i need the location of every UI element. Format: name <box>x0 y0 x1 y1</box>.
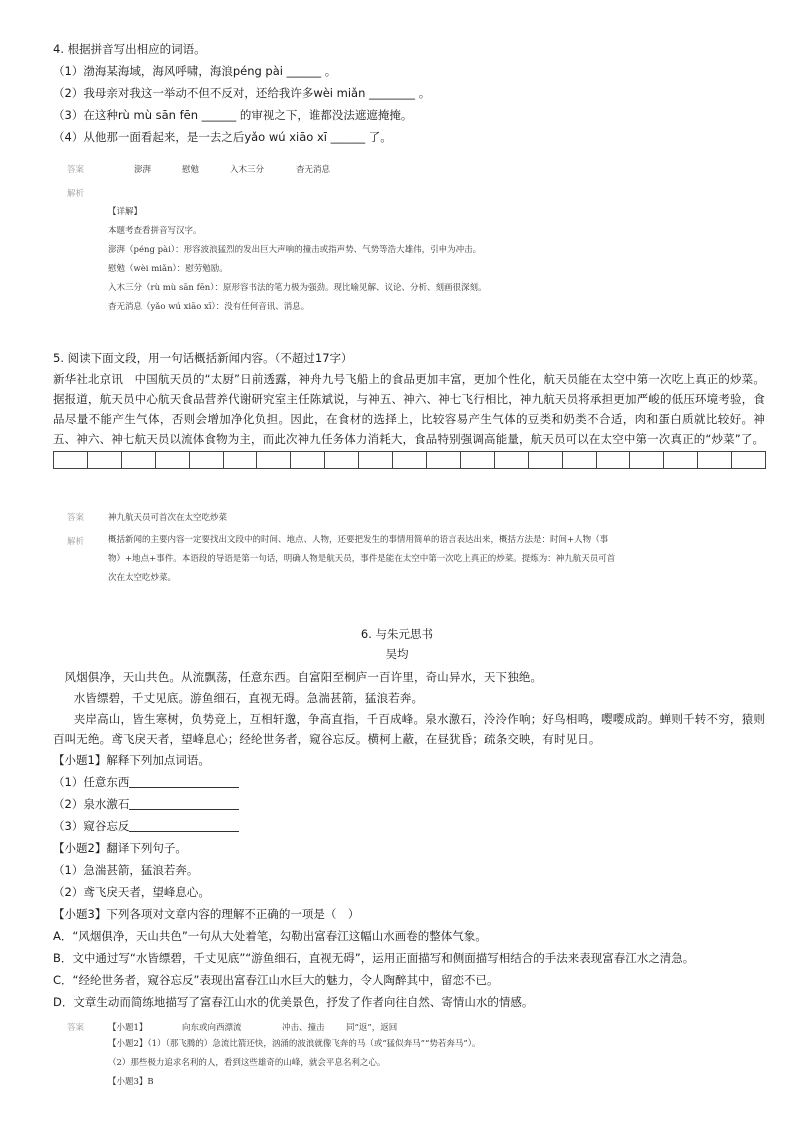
q4-analysis-2: 本题考查看拼音写汉字。 <box>108 226 202 236</box>
q6-sub2-item-1: （1）急湍甚箭，猛浪若奔。 <box>53 863 199 877</box>
q4-analysis-5: 入木三分（rù mù sān fēn）：原形容书法的笔力极为强劲。现比喻见解、议论、分析、刻画很深刻。 <box>108 283 487 293</box>
q6-answer-tag: 答案 <box>67 1023 85 1033</box>
q6-option-d: D．文章生动而简练地描写了富春江山水的优美景色，抒发了作者向往自然、寄情山水的情感。 <box>53 995 534 1009</box>
q4-answer-1: 澎湃 <box>134 165 152 175</box>
q6-paragraph-3: 夹岸高山，皆生寒树，负势竞上，互相轩邈，争高直指，千百成峰。泉水激石，泠泠作响；好鸟相鸣，嘤嘤成韵。蝉则千转不穷，猿则百叫无绝。鸢飞戾天者，望峰息心；经纶世务者，窥谷忘反。横柯上蔽，在昼犹昏；疏条交映，有时见日。 <box>53 712 765 746</box>
q6-answer2-line1: 【小题2】（1）（那飞腾的）急流比箭还快，汹涌的波浪就像飞奔的马（或“猛似奔马”“势若奔马”）。 <box>108 1039 481 1049</box>
q6-sub1-item-3: （3）窥谷忘反 <box>53 817 239 836</box>
q4-answer-2: 慰勉 <box>182 165 200 175</box>
q6-answer1-1: 向东或向西漂流 <box>182 1023 242 1033</box>
q5-analysis-tag: 解析 <box>67 537 85 547</box>
blank-2[interactable] <box>129 796 239 810</box>
q6-sub1-item-2: （2）泉水激石 <box>53 795 239 814</box>
answer-grid[interactable] <box>53 451 766 469</box>
q6-option-c: C．“经纶世务者，窥谷忘反”表现出富春江山水巨大的魅力，令人陶醉其中，留恋不已。 <box>53 973 499 987</box>
q5-answer: 神九航天员可首次在太空吃炒菜 <box>108 513 228 523</box>
q4-item-1: （1）渤海某海域，海风呼啸，海浪péng pài ______ 。 <box>53 64 337 78</box>
q4-item-3: （3）在这种rù mù sān fēn ______ 的审视之下，谁都没法遮遮掩掩。 <box>53 108 413 122</box>
q6-answer1-2: 冲击、撞击 <box>282 1023 325 1033</box>
q6-author: 吴均 <box>385 647 409 661</box>
q4-title: 4. 根据拼音写出相应的词语。 <box>53 42 206 56</box>
q5-analysis-2: 物）+地点+事件。本语段的导语是第一句话，明确人物是航天员，事件是能在太空中第一次吃上真正的炒菜。提炼为：神九航天员可首 <box>108 554 616 564</box>
q6-answer3: 【小题3】B <box>108 1077 154 1087</box>
q6-paragraph-1: 风烟俱净，天山共色。从流飘荡，任意东西。自富阳至桐庐一百许里，奇山异水，天下独绝。 <box>64 670 543 684</box>
q5-analysis-1: 概括新闻的主要内容一定要找出文段中的时间、地点、人物，还要把发生的事情用简单的语言表达出来，概括方法是：时间+人物（事 <box>108 535 609 545</box>
q4-answer-4: 杳无消息 <box>296 165 331 175</box>
q4-item-2: （2）我母亲对我这一举动不但不反对，还给我许多wèi miǎn ________ 。 <box>53 86 431 100</box>
q4-answer-tag: 答案 <box>67 165 85 175</box>
q5-passage: 新华社北京讯 中国航天员的“太厨”日前透露，神舟九号飞船上的食品更加丰富，更加个性化，航天员能在太空中第一次吃上真正的炒菜。据报道，航天员中心航天食品营养代谢研究室主任陈斌说，与神五、神六、神七飞行相比，神九航天员将承担更加严峻的低压环境考验，食品尽量不能产生气体，否则会增加净化负担。因此，在食材的选择上，比较容易产生气体的豆类和奶类不合适，肉和蛋白质就比较好。神五、神六、神七航天员以流体食物为主，而此次神九任务体力消耗大，食品特别强调高能量，航天员可以在太空中第一次真正的“炒菜”了。 <box>53 372 765 446</box>
q6-answer1-label: 【小题1】 <box>108 1023 148 1033</box>
q4-analysis-6: 杳无消息（yǎo wú xiāo xī）：没有任何音讯、消息。 <box>108 302 310 312</box>
q4-analysis-1: 【详解】 <box>108 207 143 217</box>
q6-title: 6. 与朱元思书 <box>360 627 434 641</box>
q6-answer1-3: 同“返”，返回 <box>346 1023 398 1033</box>
blank-3[interactable] <box>129 818 239 832</box>
q6-sub2-title: 【小题2】翻译下列句子。 <box>53 841 187 855</box>
q4-analysis-tag: 解析 <box>67 189 85 199</box>
q6-sub3-title: 【小题3】下列各项对文章内容的理解不正确的一项是（ ） <box>53 907 360 921</box>
blank-1[interactable] <box>129 774 239 788</box>
q4-answer-3: 入木三分 <box>230 165 265 175</box>
q6-sub2-item-2: （2）鸢飞戾天者，望峰息心。 <box>53 885 210 899</box>
q5-title: 5. 阅读下面文段，用一句话概括新闻内容。（不超过17字） <box>53 351 353 365</box>
q4-analysis-3: 澎湃（péng pài）：形容波浪猛烈的发出巨大声响的撞击或指声势、气势等浩大雄伟，引申为冲击。 <box>108 245 482 255</box>
q6-option-b: B．文中通过写“水皆缥碧，千丈见底”“游鱼细石，直视无碍”，运用正面描写和侧面描写相结合的手法来表现富春江水之清急。 <box>53 951 695 965</box>
q5-analysis-3: 次在太空吃炒菜。 <box>108 573 177 583</box>
q6-sub1-title: 【小题1】解释下列加点词语。 <box>53 753 210 767</box>
q4-item-4: （4）从他那一面看起来，是一去之后yǎo wú xiāo xī ______ 了。 <box>53 130 392 144</box>
q5-answer-tag: 答案 <box>67 513 85 523</box>
q6-sub1-item-1: （1）任意东西 <box>53 773 239 792</box>
q6-option-a: A．“风烟俱净，天山共色”一句从大处着笔，勾勒出富春江这幅山水画卷的整体气象。 <box>53 929 487 943</box>
q4-analysis-4: 慰勉（wèi miǎn）：慰劳勉励。 <box>108 264 228 274</box>
q6-answer2-line2: （2）那些极力追求名利的人，看到这些雄奇的山峰，就会平息名利之心。 <box>108 1058 386 1068</box>
q6-paragraph-2: 水皆缥碧，千丈见底。游鱼细石，直视无碍。急湍甚箭，猛浪若奔。 <box>73 691 424 705</box>
